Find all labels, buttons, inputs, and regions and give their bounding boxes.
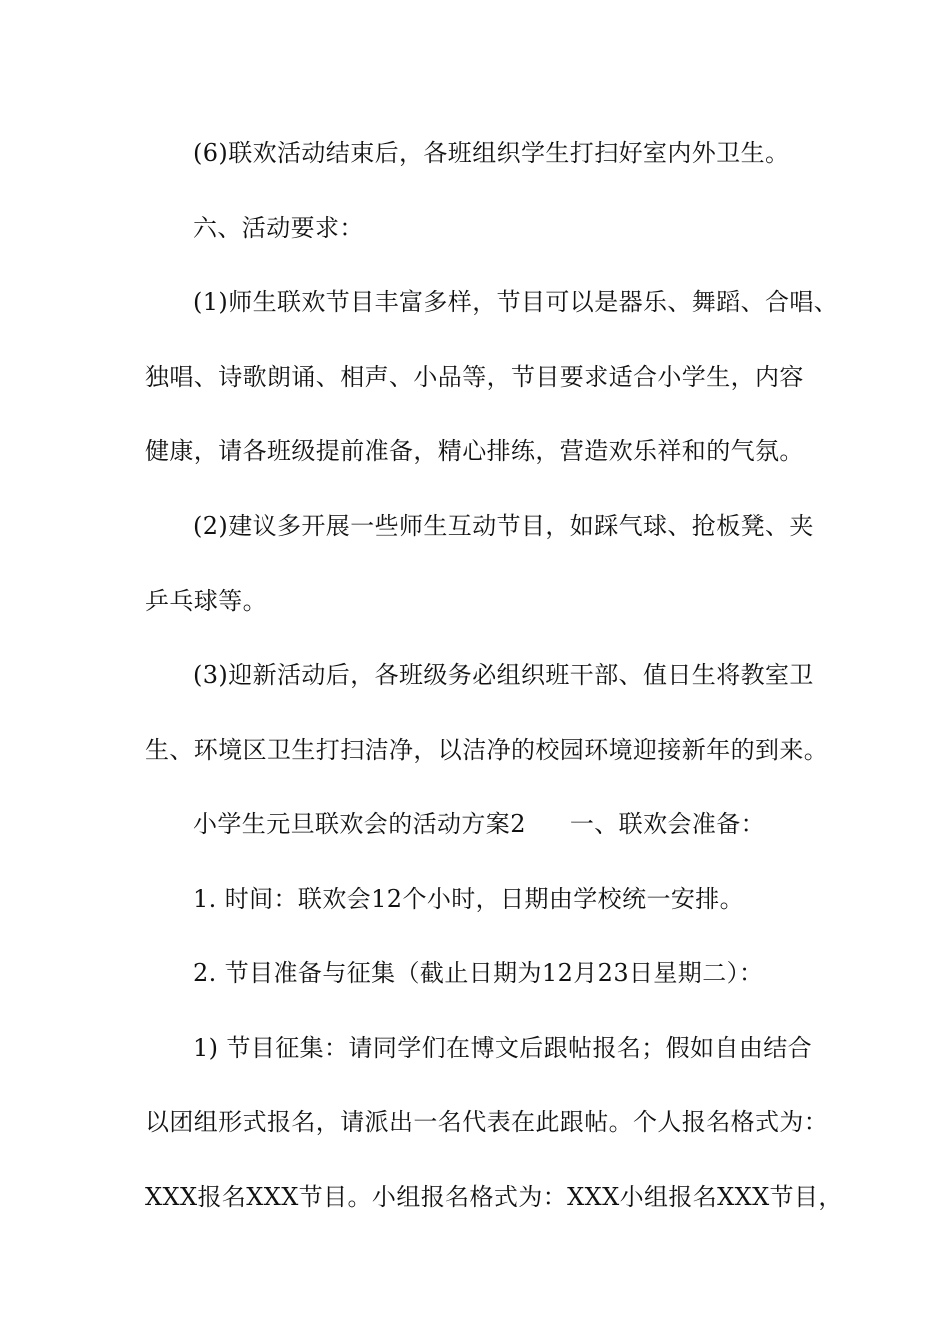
paragraph-line: 以团组形式报名，请派出一名代表在此跟帖。个人报名格式为： xyxy=(145,1108,829,1136)
plan-title: 小学生元旦联欢会的活动方案2 xyxy=(193,810,526,838)
paragraph-line: 乒乓球等。 xyxy=(145,587,267,615)
paragraph-line: (1)师生联欢节目丰富多样，节目可以是器乐、舞蹈、合唱、 xyxy=(193,288,839,316)
section-heading: 一、联欢会准备： xyxy=(569,810,766,838)
paragraph-line: (6)联欢活动结束后，各班组织学生打扫好室内外卫生。 xyxy=(193,139,790,167)
paragraph-line: 生、环境区卫生打扫洁净，以洁净的校园环境迎接新年的到来。 xyxy=(145,736,829,764)
heading-line xyxy=(193,809,765,839)
paragraph-line: 2. 节目准备与征集（截止日期为12月23日星期二）： xyxy=(193,959,764,987)
paragraph-line: (3)迎新活动后，各班级务必组织班干部、值日生将教室卫 xyxy=(193,661,814,689)
paragraph-line: 1. 时间：联欢会12个小时，日期由学校统一安排。 xyxy=(193,885,745,913)
paragraph-line: (2)建议多开展一些师生互动节目，如踩气球、抢板凳、夹 xyxy=(193,512,814,540)
paragraph-line: 1) 节目征集：请同学们在博文后跟帖报名；假如自由结合 xyxy=(193,1034,813,1062)
section-heading: 六、活动要求： xyxy=(193,214,364,242)
paragraph-line: XXX报名XXX节目。小组报名格式为：XXX小组报名XXX节目， xyxy=(145,1183,843,1211)
paragraph-line: 健康，请各班级提前准备，精心排练，营造欢乐祥和的气氛。 xyxy=(145,437,804,465)
paragraph-line: 独唱、诗歌朗诵、相声、小品等，节目要求适合小学生，内容 xyxy=(145,363,804,391)
